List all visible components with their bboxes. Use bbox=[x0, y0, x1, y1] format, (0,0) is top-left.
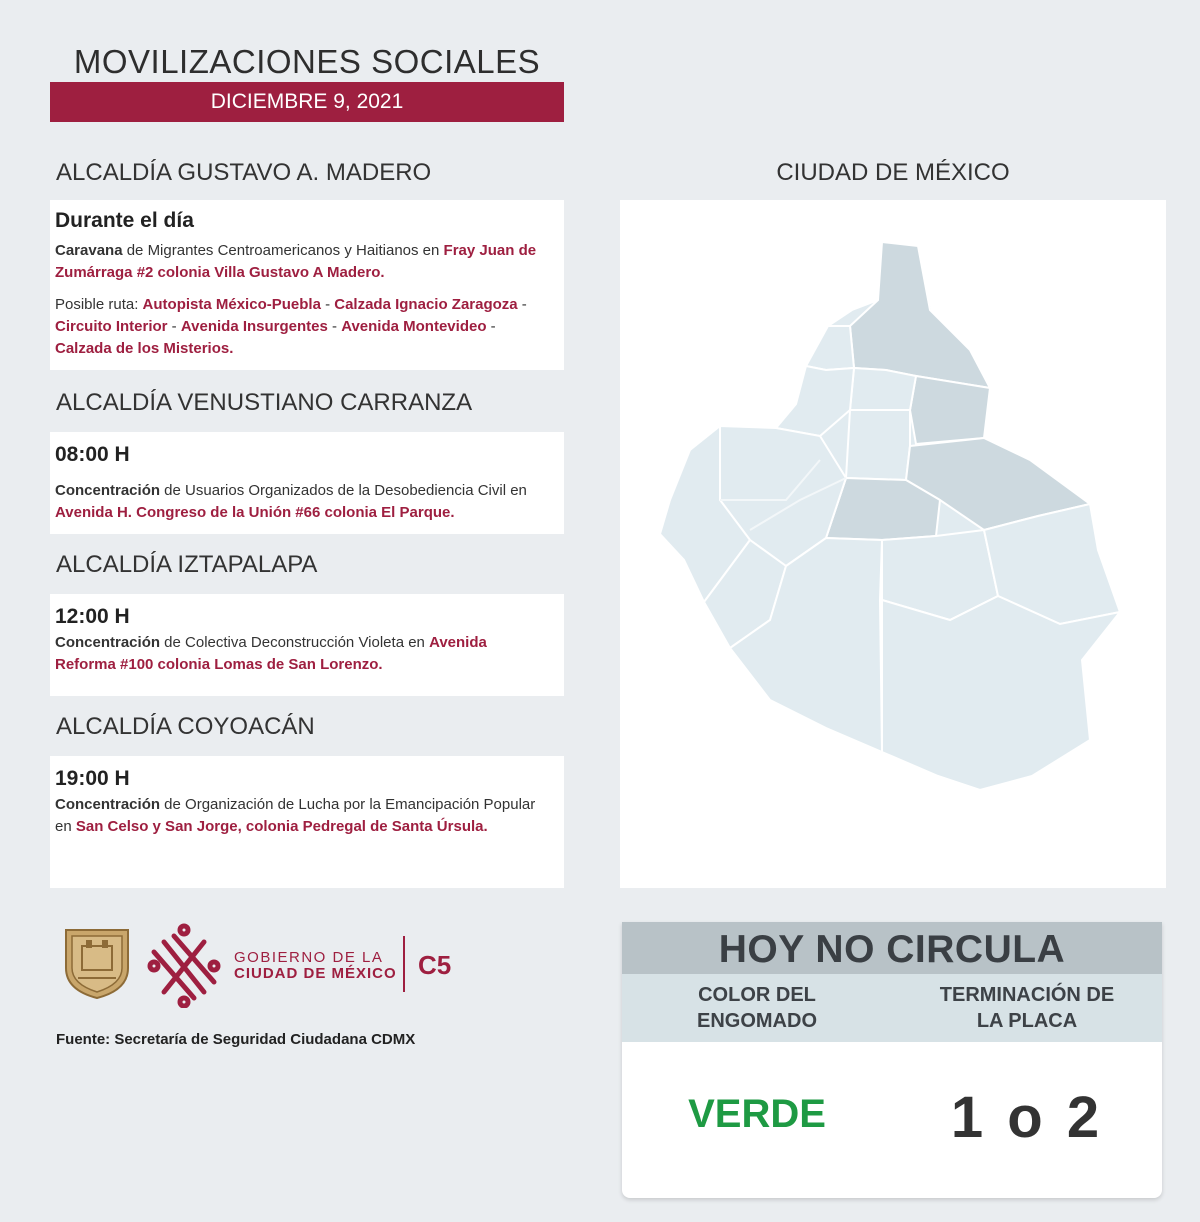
event-organizer: de Usuarios Organizados de la Desobediencia Civil en bbox=[160, 482, 527, 499]
alcaldia-azcapotzalco bbox=[806, 326, 854, 370]
alcaldia-milpa-alta bbox=[882, 596, 1120, 790]
cdmx-emblem-icon bbox=[150, 926, 218, 1006]
route-separator: - bbox=[486, 318, 496, 335]
section-title-coyoacan: ALCALDÍA COYOACÁN bbox=[56, 713, 315, 740]
event-description bbox=[55, 632, 550, 676]
event-location: Avenida H. Congreso de la Unión #66 colonia El Parque. bbox=[55, 504, 455, 521]
event-organizer: de Colectiva Deconstrucción Violeta en bbox=[160, 634, 430, 651]
hoy-no-circula-title: HOY NO CIRCULA bbox=[622, 922, 1162, 974]
alcaldia-benito-juarez bbox=[846, 410, 910, 480]
event-card-coyoacan bbox=[50, 756, 564, 888]
color-label-line-1: COLOR DEL bbox=[698, 984, 816, 1006]
route-separator: - bbox=[517, 296, 527, 313]
plate-termination-value: 1 o 2 bbox=[950, 1085, 1104, 1150]
event-type: Concentración bbox=[55, 482, 161, 499]
hoy-no-circula-panel bbox=[622, 922, 1162, 1198]
event-card-iztapalapa bbox=[50, 594, 564, 696]
event-description bbox=[55, 794, 550, 838]
plate-label-line-1: TERMINACIÓN DE bbox=[939, 984, 1115, 1006]
event-route bbox=[55, 294, 550, 360]
page-title: MOVILIZACIONES SOCIALES bbox=[73, 43, 541, 80]
alcaldia-cuauhtemoc bbox=[850, 368, 916, 410]
gov-name-line-1: GOBIERNO DE LA bbox=[234, 949, 384, 966]
source-text: Fuente: Secretaría de Seguridad Ciudadana CDMX bbox=[56, 1031, 416, 1048]
route-separator: - bbox=[167, 318, 181, 335]
event-type: Concentración bbox=[55, 634, 161, 651]
event-time: Durante el día bbox=[55, 209, 194, 232]
cdmx-map bbox=[620, 200, 1166, 888]
route-label: Posible ruta: bbox=[55, 296, 143, 313]
route-segment: Circuito Interior bbox=[55, 318, 168, 335]
cdmx-shield-icon bbox=[66, 930, 128, 998]
event-card-gustavo-a-madero bbox=[50, 200, 564, 370]
event-time: 08:00 H bbox=[55, 443, 130, 466]
plate-termination-label bbox=[892, 982, 1162, 1034]
event-location: Avenida Reforma #100 colonia Lomas de San Lorenzo. bbox=[55, 634, 487, 673]
government-logos bbox=[56, 922, 556, 1008]
route-segment: Calzada de los Misterios. bbox=[55, 340, 234, 357]
event-description bbox=[55, 480, 550, 524]
alcaldia-gustavo-a-madero bbox=[850, 242, 990, 388]
event-description bbox=[55, 240, 550, 284]
engomado-color-value: VERDE bbox=[688, 1092, 826, 1136]
color-engomado-label bbox=[622, 982, 892, 1034]
logo-row bbox=[56, 922, 556, 1008]
route-segment: Autopista México-Puebla bbox=[142, 296, 321, 313]
event-card-venustiano-carranza bbox=[50, 432, 564, 534]
event-time: 12:00 H bbox=[55, 605, 130, 628]
map-title: CIUDAD DE MÉXICO bbox=[776, 159, 1010, 186]
event-location: Fray Juan de Zumárraga #2 colonia Villa Gustavo A Madero. bbox=[55, 242, 537, 281]
gov-name-line-2: CIUDAD DE MÉXICO bbox=[234, 965, 397, 982]
color-label-line-2: ENGOMADO bbox=[697, 1010, 817, 1032]
event-type: Caravana bbox=[55, 242, 123, 259]
section-title-iztapalapa: ALCALDÍA IZTAPALAPA bbox=[56, 551, 318, 578]
route-separator: - bbox=[327, 318, 342, 335]
route-separator: - bbox=[320, 296, 335, 313]
map-panel bbox=[620, 200, 1166, 888]
route-segment: Avenida Montevideo bbox=[341, 318, 487, 335]
c5-logo-text: C5 bbox=[418, 950, 452, 980]
event-type: Concentración bbox=[55, 796, 161, 813]
section-title-venustiano-carranza: ALCALDÍA VENUSTIANO CARRANZA bbox=[56, 389, 473, 416]
hoy-no-circula-header bbox=[622, 974, 1162, 1042]
date-banner: DICIEMBRE 9, 2021 bbox=[50, 82, 564, 122]
event-location: San Celso y San Jorge, colonia Pedregal de Santa Úrsula. bbox=[75, 818, 488, 835]
route-segment: Avenida Insurgentes bbox=[180, 318, 328, 335]
route-segment: Calzada Ignacio Zaragoza bbox=[334, 296, 518, 313]
plate-label-line-2: LA PLACA bbox=[976, 1010, 1078, 1032]
section-title-gustavo-a-madero: ALCALDÍA GUSTAVO A. MADERO bbox=[56, 159, 432, 186]
event-time: 19:00 H bbox=[55, 767, 130, 790]
alcaldia-venustiano-carranza bbox=[910, 376, 990, 444]
event-organizer: de Migrantes Centroamericanos y Haitianos en bbox=[122, 242, 444, 259]
event-organizer: de Organización de Lucha por la Emancipación Popular en bbox=[55, 796, 536, 835]
